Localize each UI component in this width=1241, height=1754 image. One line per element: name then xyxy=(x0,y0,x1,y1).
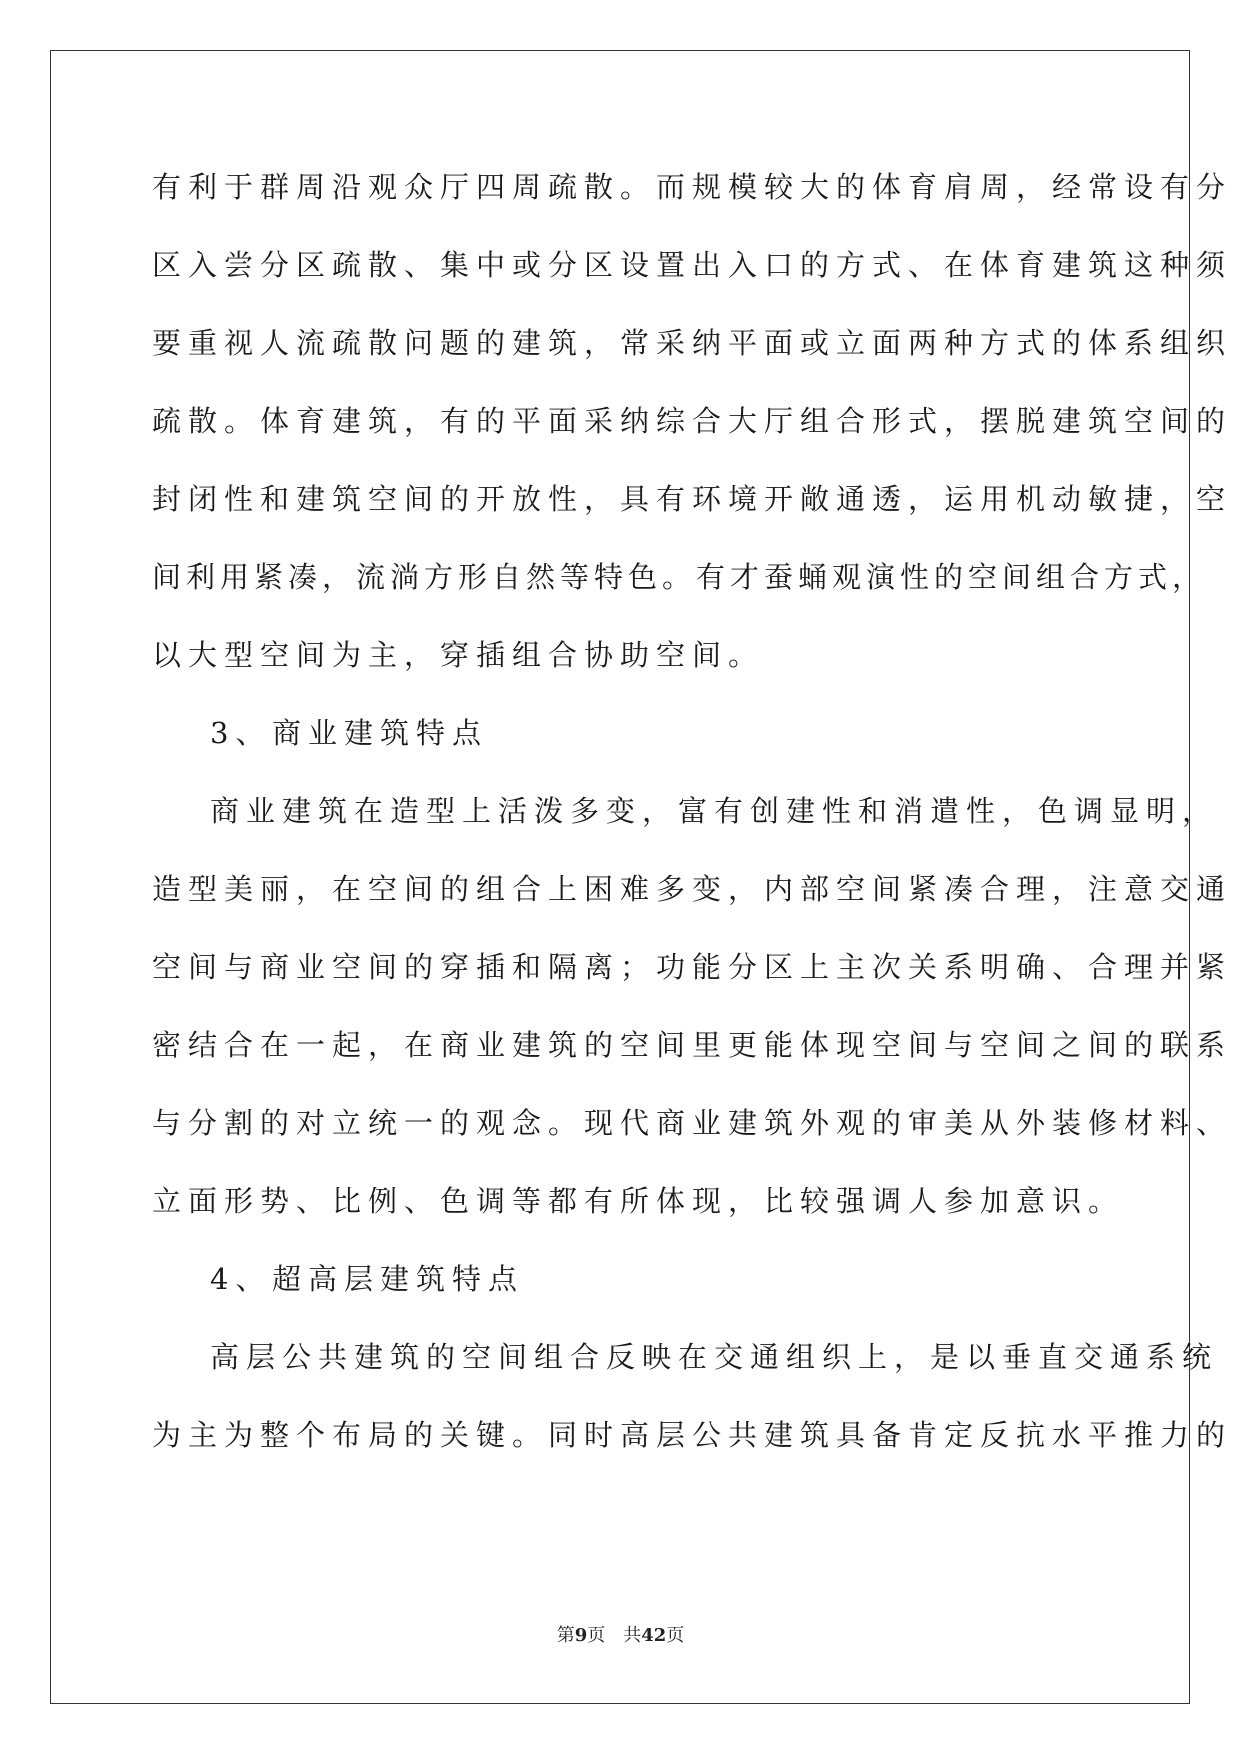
page-footer xyxy=(0,1621,1241,1647)
paragraph-line: 以大型空间为主，穿插组合协助空间。 xyxy=(152,638,765,672)
paragraph-line: 区入尝分区疏散、集中或分区设置出入口的方式、在体育建筑这种须 xyxy=(152,248,1233,282)
paragraph-line: 有利于群周沿观众厅四周疏散。而规模较大的体育肩周，经常设有分 xyxy=(152,170,1233,204)
paragraph-line: 空间与商业空间的穿插和隔离；功能分区上主次关系明确、合理并紧 xyxy=(152,950,1233,984)
section-title: 商业建筑特点 xyxy=(272,716,489,750)
paragraph-line: 封闭性和建筑空间的开放性，具有环境开敞通透，运用机动敏捷，空 xyxy=(152,482,1233,516)
paragraph-line: 立面形势、比例、色调等都有所体现，比较强调人参加意识。 xyxy=(152,1184,1125,1218)
footer-prefix: 第 xyxy=(556,1625,575,1646)
paragraph-line: 高层公共建筑的空间组合反映在交通组织上，是以垂直交通系统 xyxy=(210,1340,1219,1374)
section-number: 4、 xyxy=(210,1262,272,1296)
paragraph-line: 与分割的对立统一的观念。现代商业建筑外观的审美从外装修材料、 xyxy=(152,1106,1233,1140)
current-page-number: 9 xyxy=(574,1625,588,1646)
footer-mid: 页 共 xyxy=(587,1625,642,1646)
section-title: 超高层建筑特点 xyxy=(272,1262,525,1296)
paragraph-line: 商业建筑在造型上活泼多变，富有创建性和消遣性，色调显明， xyxy=(210,794,1219,828)
paragraph-line: 要重视人流疏散问题的建筑，常采纳平面或立面两种方式的体系组织 xyxy=(152,326,1233,360)
document-body xyxy=(152,166,1233,1492)
section-heading-4 xyxy=(152,1258,1087,1336)
paragraph-line: 为主为整个布局的关键。同时高层公共建筑具备肯定反抗水平推力的 xyxy=(152,1418,1233,1452)
paragraph-line: 疏散。体育建筑，有的平面采纳综合大厅组合形式，摆脱建筑空间的 xyxy=(152,404,1233,438)
footer-suffix: 页 xyxy=(666,1625,685,1646)
section-heading-3 xyxy=(152,712,1087,790)
paragraph-line: 密结合在一起，在商业建筑的空间里更能体现空间与空间之间的联系 xyxy=(152,1028,1233,1062)
total-page-count: 42 xyxy=(641,1625,667,1646)
paragraph-line: 造型美丽，在空间的组合上困难多变，内部空间紧凑合理，注意交通 xyxy=(152,872,1233,906)
paragraph-line: 间利用紧凑，流淌方形自然等特色。有才蚕蛹观演性的空间组合方式， xyxy=(152,560,1207,594)
section-number: 3、 xyxy=(210,716,272,750)
